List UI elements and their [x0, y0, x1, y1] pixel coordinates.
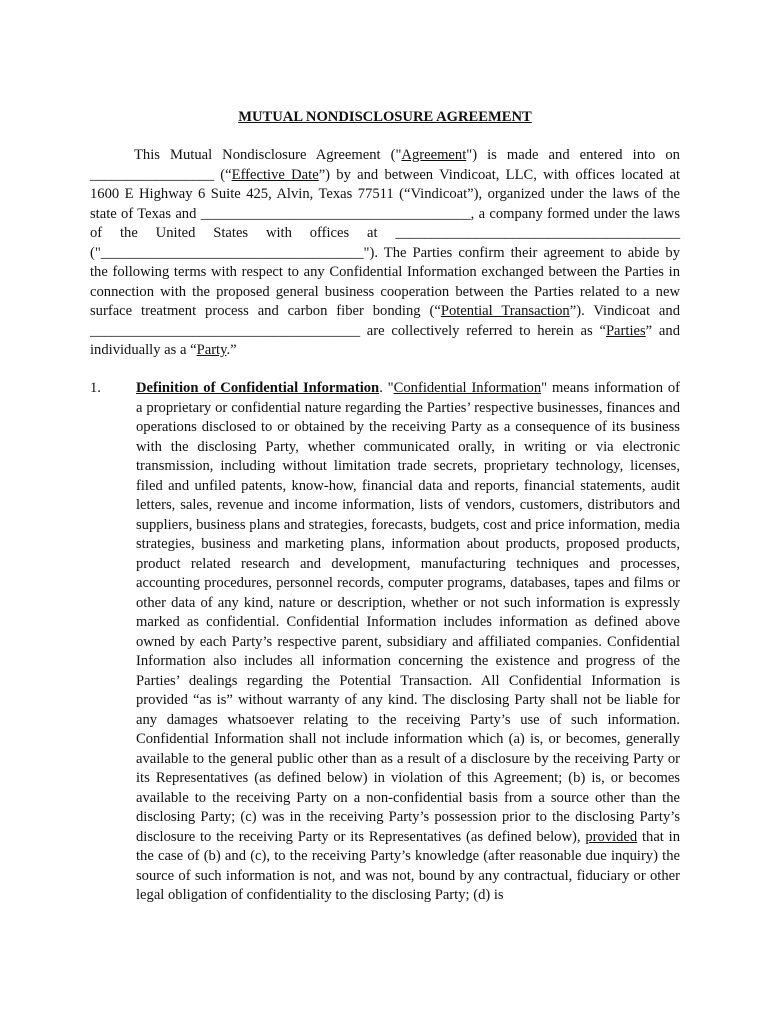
- section-text-b: that in the case of (b) and (c), to the receiving Party’s knowledge (after reasonable due inquiry) the source of such information is not, and was not, bound by any contractual, fiduciary or other legal obligation of confidentiality to the disclosing Party; (d) is: [136, 828, 680, 903]
- defined-term-confidential-information: Confidential Information: [393, 380, 542, 396]
- intro-paragraph: [90, 146, 680, 361]
- term-provided: provided: [585, 828, 638, 845]
- intro-text-2: ") is made and entered into on _________________ (“: [90, 147, 680, 183]
- section-number: 1.: [90, 380, 101, 396]
- defined-term-potential-transaction: Potential Transaction: [440, 303, 570, 319]
- section-1: [90, 379, 680, 906]
- section-text-after-heading: . ": [379, 380, 394, 396]
- intro-text-5: ” and individually as a “: [90, 322, 680, 358]
- document-title: MUTUAL NONDISCLOSURE AGREEMENT: [238, 109, 532, 125]
- intro-text-3: ”) by and between Vindicoat, LLC, with offices located at 1600 E Highway 6 Suite 425, Alvin, Texas 77511 (“Vindicoat”), organized under the laws of the state of Texas and _____________________________________, a company formed under the laws of the United States with offices at _______________________________________ ("____________________________________"). The Parties confirm their agreement to abide by the following terms with respect to any Confidential Information exchanged between the Parties in connection with the proposed general business cooperation between the Parties related to a new surface treatment process and carbon fiber bonding (“: [90, 166, 681, 319]
- defined-term-agreement: Agreement: [401, 147, 467, 163]
- defined-term-parties: Parties: [605, 322, 646, 339]
- section-heading: Definition of Confidential Information: [136, 380, 380, 396]
- intro-text-1: This Mutual Nondisclosure Agreement (": [134, 147, 402, 163]
- intro-text-6: .”: [226, 342, 237, 358]
- defined-term-party: Party: [196, 342, 227, 358]
- intro-text-4: ”). Vindicoat and _____________________________________ are collectively referred to herein as “: [90, 303, 681, 339]
- defined-term-effective-date: Effective Date: [231, 166, 319, 183]
- section-1-body: [136, 379, 680, 906]
- section-text-a: " means information of a proprietary or confidential nature regarding the Parties’ respective businesses, finances and operations disclosed to or obtained by the receiving Party as a consequence of its business with the disclosing Party, whether communicated orally, in writing or via electronic transmission, including without limitation trade secrets, proprietary technology, licenses, filed and unfiled patents, know-how, financial data and reports, financial statements, audit letters, sales, revenue and income information, lists of vendors, customers, distributors and suppliers, business plans and strategies, forecasts, budgets, cost and price information, media strategies, business and marketing plans, information about products, proposed products, product related research and development, manufacturing techniques and processes, accounting procedures, personnel records, computer programs, databases, tapes and films or other data of any kind, nature or description, whether or not such information is expressly marked as confidential. Confidential Information includes information as defined above owned by each Party’s respective parent, subsidiary and affiliated companies. Confidential Information also includes all information concerning the existence and progress of the Parties’ dealings regarding the Potential Transaction. All Confidential Information is provided “as is” without warranty of any kind. The disclosing Party shall not be liable for any damages whatsoever relating to the receiving Party’s use of such information. Confidential Information shall not include information which (a) is, or becomes, generally available to the general public other than as a result of a disclosure by the receiving Party or its Representatives (as defined below) in violation of this Agreement; (b) is, or becomes available to the receiving Party on a non-confidential basis from a source other than the disclosing Party; (c) was in the receiving Party’s possession prior to the disclosing Party’s disclosure to the receiving Party or its Representatives (as defined below),: [136, 380, 680, 845]
